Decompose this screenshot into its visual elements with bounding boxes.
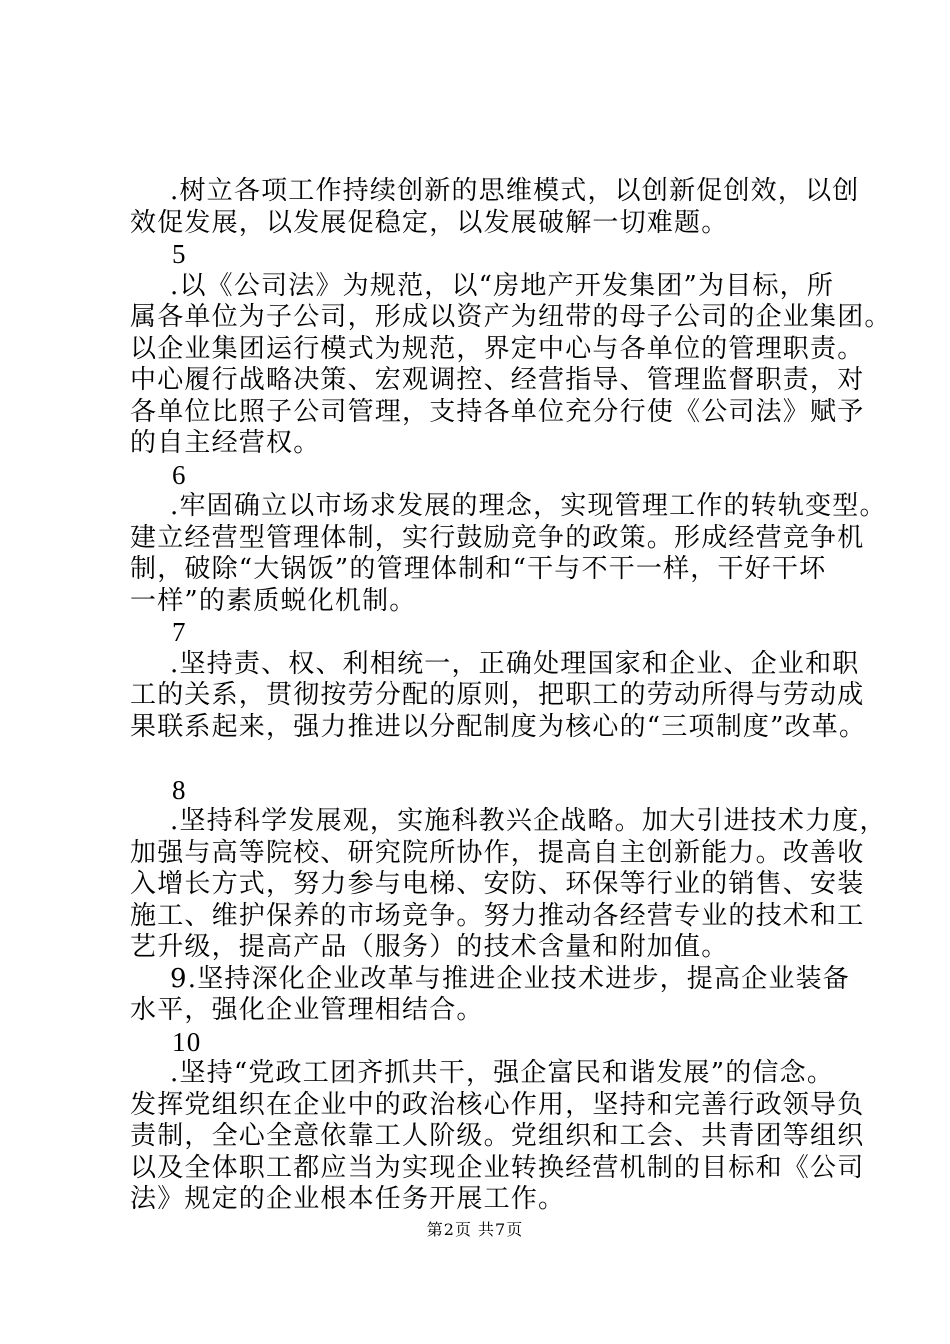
paragraph-line: 施工、维护保养的市场竞争。努力推动各经营专业的技术和工 — [130, 900, 865, 931]
blank-line — [130, 743, 830, 775]
paragraph-line: 责制，全心全意依靠工人阶级。党组织和工会、共青团等组织 — [130, 1121, 865, 1151]
paragraph-line: 入增长方式，努力参与电梯、安防、环保等行业的销售、安装 — [130, 869, 865, 899]
item-number: 8 — [172, 774, 187, 805]
paragraph-line: 9.坚持深化企业改革与推进企业技术进步，提高企业装备 — [170, 963, 851, 994]
paragraph-line: 以及全体职工都应当为实现企业转换经营机制的目标和《公司 — [130, 1152, 865, 1183]
paragraph-line: .树立各项工作持续创新的思维模式，以创新促创效，以创 — [170, 176, 860, 206]
paragraph-line: 水平，强化企业管理相结合。 — [130, 995, 484, 1025]
paragraph-line: 中心履行战略决策、宏观调控、经营指导、管理监督职责，对 — [130, 365, 865, 395]
paragraph-line: 制，破除“大锅饭”的管理体制和“干与不干一样，干好干坏 — [130, 554, 827, 584]
item-number: 10 — [172, 1026, 202, 1057]
paragraph-line: 效促发展，以发展促稳定，以发展破解一切难题。 — [130, 207, 729, 238]
paragraph-line: 加强与高等院校、研究院所协作，提高自主创新能力。改善收 — [130, 837, 865, 868]
item-number: 6 — [172, 459, 187, 490]
paragraph-line: 的自主经营权。 — [130, 428, 321, 458]
paragraph-line: 属各单位为子公司，形成以资产为纽带的母子公司的企业集团。 — [130, 302, 892, 332]
item-number: 7 — [172, 617, 187, 647]
paragraph-line: 果联系起来，强力推进以分配制度为核心的“三项制度”改革。 — [130, 711, 867, 742]
paragraph-line: .坚持“党政工团齐抓共干，强企富民和谐发展”的信念。 — [170, 1058, 835, 1088]
paragraph-line: 工的关系，贯彻按劳分配的原则，把职工的劳动所得与劳动成 — [130, 680, 865, 710]
paragraph-line: 建立经营型管理体制，实行鼓励竞争的政策。形成经营竞争机 — [130, 522, 865, 553]
document-body — [130, 176, 892, 1216]
paragraph-line: 一样”的素质蜕化机制。 — [130, 585, 417, 616]
paragraph-line: 艺升级，提高产品（服务）的技术含量和附加值。 — [130, 932, 729, 962]
item-number: 5 — [172, 239, 187, 269]
paragraph-line: .坚持科学发展观，实施科教兴企战略。加大引进技术力度， — [170, 806, 887, 836]
paragraph-line: .坚持责、权、利相统一，正确处理国家和企业、企业和职 — [170, 648, 860, 679]
paragraph-line: 以企业集团运行模式为规范，界定中心与各单位的管理职责。 — [130, 333, 865, 364]
paragraph-line: 发挥党组织在企业中的政治核心作用，坚持和完善行政领导负 — [130, 1089, 865, 1120]
paragraph-line: 各单位比照子公司管理，支持各单位充分行使《公司法》赋予 — [130, 396, 865, 427]
paragraph-line: .牢固确立以市场求发展的理念，实现管理工作的转轨变型。 — [170, 491, 887, 521]
paragraph-line: 法》规定的企业根本任务开展工作。 — [130, 1184, 566, 1214]
paragraph-line: .以《公司法》为规范，以“房地产开发集团”为目标，所 — [170, 270, 835, 301]
page-footer: 第2页 共7页 — [426, 1220, 524, 1239]
